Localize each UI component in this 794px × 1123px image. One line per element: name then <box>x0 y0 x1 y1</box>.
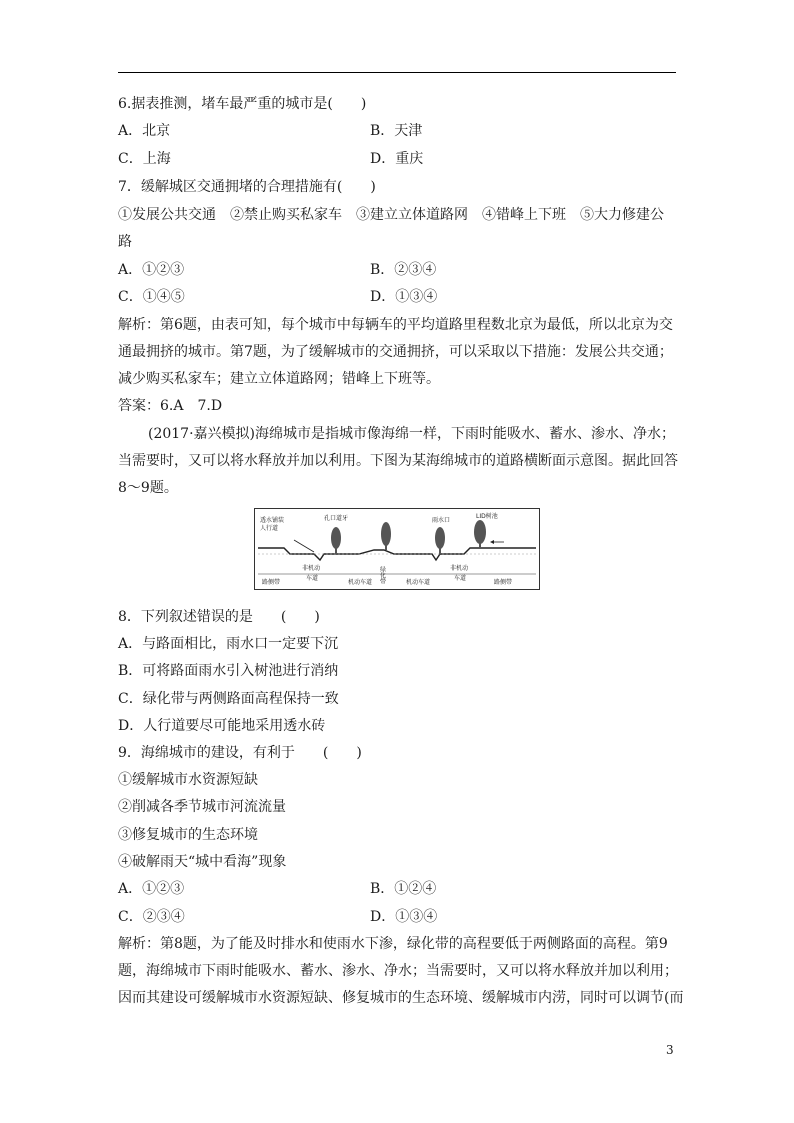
label-curb-opening: 孔口道牙 <box>324 515 349 522</box>
label-roadside-left: 路侧带 <box>262 579 281 586</box>
q9-item-3: ③修复城市的生态环境 <box>118 827 258 843</box>
q8-option-c: C．绿化带与两侧路面高程保持一致 <box>118 691 339 707</box>
q6-option-a: A．北京 <box>118 123 171 139</box>
q7-option-b: B．②③④ <box>370 262 437 278</box>
label-non-motor-right: 非机动 <box>450 565 469 572</box>
label-non-motor-right2: 车道 <box>454 575 467 582</box>
analysis2-line1: 解析：第8题，为了能及时排水和使雨水下渗，绿化带的高程要低于两侧路面的高程。第9 <box>118 936 668 952</box>
label-non-motor-left2: 车道 <box>306 575 319 582</box>
answer1: 答案：6.A 7.D <box>118 398 223 414</box>
intro-line1: (2017·嘉兴模拟)海绵城市是指城市像海绵一样，下雨时能吸水、蓄水、渗水、净水； <box>148 426 676 442</box>
label-roadside-right: 路侧带 <box>494 579 513 586</box>
q9-option-d: D．①③④ <box>370 909 438 925</box>
label-lid-pond: LID树池 <box>476 513 498 520</box>
label-sidewalk: 人行道 <box>260 525 279 532</box>
label-motor-right: 机动车道 <box>406 579 431 586</box>
q9-stem: 9．海绵城市的建设，有利于 ( ) <box>118 745 362 761</box>
q6-stem: 6.据表推测，堵车最严重的城市是( ) <box>118 96 367 112</box>
q6-option-b: B．天津 <box>370 123 423 139</box>
intro-line2: 当需要时，又可以将水释放并加以利用。下图为某海绵城市的道路横断面示意图。据此回答 <box>118 453 678 469</box>
label-rain-inlet: 雨水口 <box>432 517 451 524</box>
analysis2-line3: 因而其建设可缓解城市水资源短缺、修复城市的生态环境、缓解城市内涝，同时可以调节(而 <box>118 990 684 1006</box>
q7-option-a: A．①②③ <box>118 262 185 278</box>
label-motor-left: 机动车道 <box>348 579 373 586</box>
q7-choices-line1: ①发展公共交通 ②禁止购买私家车 ③建立立体道路网 ④错峰上下班 ⑤大力修建公 <box>118 207 664 223</box>
q8-option-a: A．与路面相比，雨水口一定要下沉 <box>118 636 339 652</box>
q8-option-b: B．可将路面雨水引入树池进行消纳 <box>118 663 339 679</box>
q9-option-a: A．①②③ <box>118 881 185 897</box>
page-number: 3 <box>666 1043 674 1057</box>
q7-option-d: D．①③④ <box>370 289 438 305</box>
q9-item-1: ①缓解城市水资源短缺 <box>118 772 258 788</box>
header-rule <box>118 72 676 73</box>
q9-option-c: C．②③④ <box>118 909 185 925</box>
analysis2-line2: 题，海绵城市下雨时能吸水、蓄水、渗水、净水；当需要时，又可以将水释放并加以利用； <box>118 963 678 979</box>
analysis1-line1: 解析：第6题，由表可知，每个城市中每辆车的平均道路里程数北京为最低，所以北京为交 <box>118 317 673 333</box>
analysis1-line2: 通最拥挤的城市。第7题，为了缓解城市的交通拥挤，可以采取以下措施：发展公共交通； <box>118 344 673 360</box>
q9-option-b: B．①②④ <box>370 881 437 897</box>
q6-option-c: C．上海 <box>118 151 171 167</box>
q9-item-2: ②削减各季节城市河流流量 <box>118 799 286 815</box>
q8-option-d: D．人行道要尽可能地采用透水砖 <box>118 718 326 734</box>
q6-option-d: D．重庆 <box>370 151 424 167</box>
q7-stem: 7．缓解城区交通拥堵的合理措施有( ) <box>118 179 376 195</box>
road-cross-section-figure <box>254 508 540 590</box>
q7-choices-line2: 路 <box>118 234 132 250</box>
q9-item-4: ④破解雨天“城中看海”现象 <box>118 854 287 870</box>
q8-stem: 8．下列叙述错误的是 ( ) <box>118 609 320 625</box>
label-green-belt: 绿化带 <box>378 566 386 584</box>
label-non-motor-left: 非机动 <box>302 565 321 572</box>
analysis1-line3: 减少购买私家车；建立立体道路网；错峰上下班等。 <box>118 371 440 387</box>
q7-option-c: C．①④⑤ <box>118 289 185 305</box>
intro-line3: 8～9题。 <box>118 480 178 496</box>
label-permeable-brick: 透水铺装 <box>260 517 285 524</box>
